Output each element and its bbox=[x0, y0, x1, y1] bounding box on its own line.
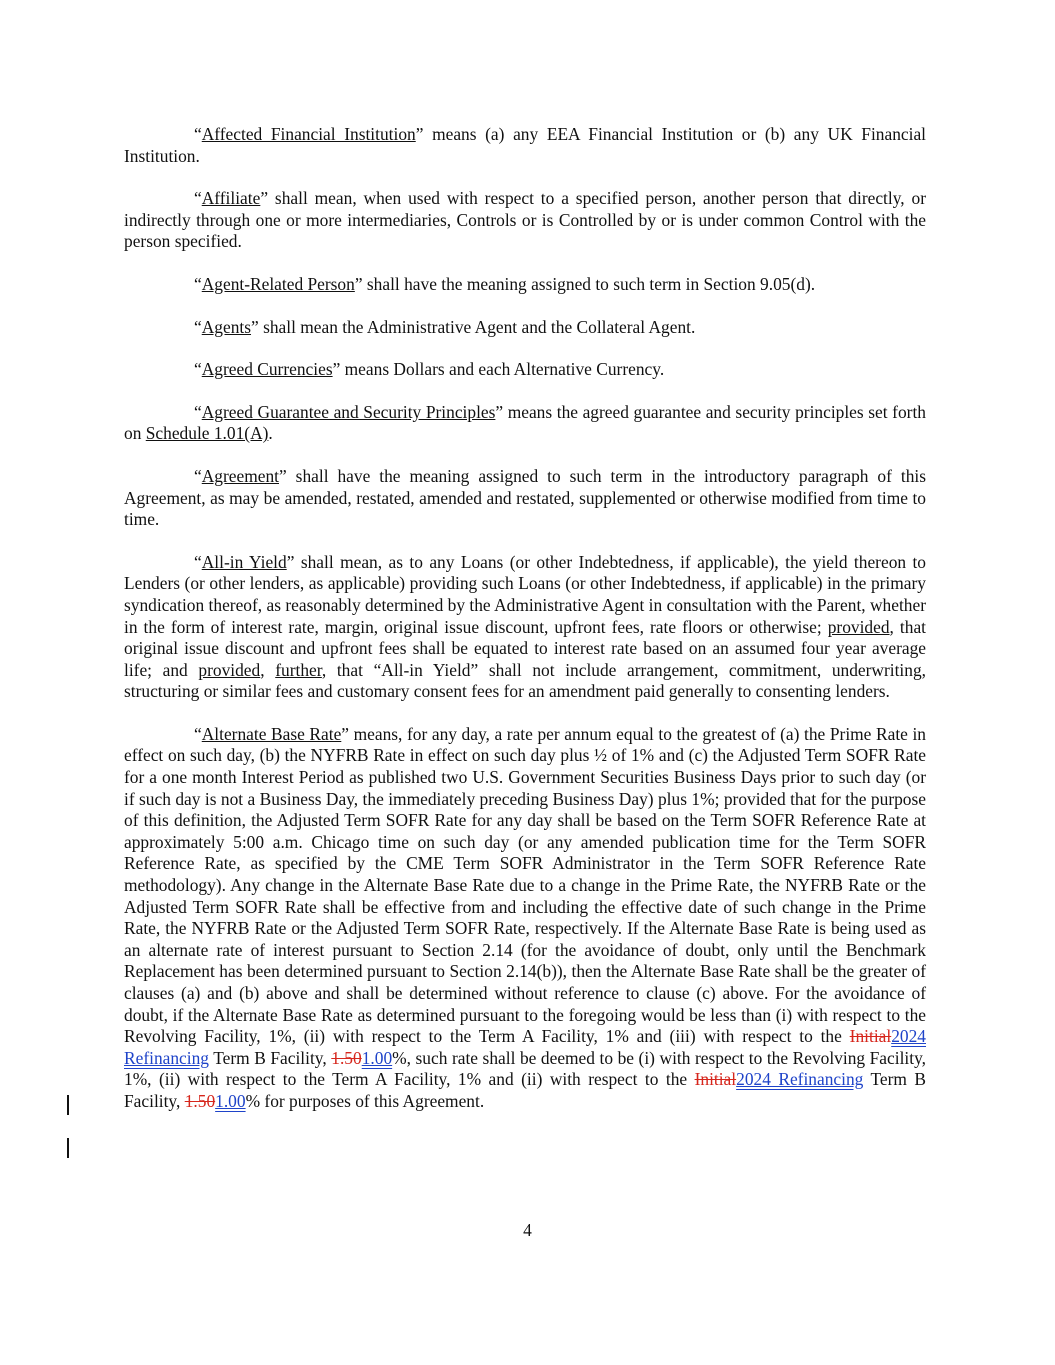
paragraph-text: “ bbox=[194, 551, 202, 572]
defined-term: Schedule 1.01(A) bbox=[145, 423, 269, 444]
inserted-text: 1.00 bbox=[361, 1047, 393, 1068]
definition-paragraph bbox=[124, 188, 926, 253]
paragraph-text: ” shall have the meaning assigned to such term in the introductory paragraph of this Agreement, as may be amended, restated, amended and restated, supplemented or otherwise modified from time to time. bbox=[124, 465, 926, 530]
defined-term: Agreed Currencies bbox=[201, 359, 333, 380]
paragraph-text: “ bbox=[194, 273, 202, 294]
paragraph-text: ” means, for any day, a rate per annum equal to the greatest of (a) the Prime Rate in effect on such day, (b) the NYFRB Rate in effect on such day plus ½ of 1% and (c) the Adjusted Term SOFR Rate for a one month Interest Period as published two U.S. Government Securities Business Days prior to such day (or if such day is not a Business Day, the immediately preceding Business Day) plus 1%; provided that for the purpose of this definition, the Adjusted Term SOFR Rate for any day shall be based on the Term SOFR Reference Rate at approximately 5:00 a.m. Chicago time on such day (or any amended publication time for the Term SOFR Reference Rate, as specified by the CME Term SOFR Administrator in the Term SOFR Reference Rate methodology). Any change in the Alternate Base Rate due to a change in the Prime Rate, the NYFRB Rate or the Adjusted Term SOFR Rate shall be effective from and including the effective date of such change in the Prime Rate, the NYFRB Rate or the Adjusted Term SOFR Rate, respectively. If the Alternate Base Rate is being used as an alternate rate of interest pursuant to Section 2.14 (for the avoidance of doubt, only until the Benchmark Replacement has been determined pursuant to Section 2.14(b)), then the Alternate Base Rate shall be the greater of clauses (a) and (b) above and shall be determined without reference to clause (c) above. For the avoidance of doubt, if the Alternate Base Rate as determined pursuant to the foregoing would be less than (i) with respect to the Revolving Facility, 1%, (ii) with respect to the Term A Facility, 1% and (iii) with respect to the bbox=[124, 723, 926, 1047]
defined-term: Affected Financial Institution bbox=[201, 124, 416, 144]
paragraph-text: Term B Facility, bbox=[124, 1069, 926, 1111]
definition-paragraph bbox=[124, 317, 926, 339]
paragraph-text: , that “All-in Yield” shall not include arrangement, commitment, underwriting, structuring or similar fees and customary consent fees for an amendment paid generally to consenting lenders. bbox=[124, 659, 927, 702]
paragraph-text: Term B Facility, bbox=[209, 1047, 332, 1068]
change-bar bbox=[67, 1138, 69, 1158]
paragraph-text: “ bbox=[194, 316, 202, 337]
defined-term: Agents bbox=[201, 316, 252, 337]
paragraph-text: “ bbox=[194, 723, 202, 744]
paragraph-text: ” means the agreed guarantee and security principles set forth on bbox=[124, 401, 926, 444]
paragraph-text: , bbox=[260, 659, 276, 680]
definition-paragraph bbox=[124, 402, 926, 445]
paragraph-text: ” shall have the meaning assigned to such term in Section 9.05(d). bbox=[354, 273, 816, 294]
document-page-body bbox=[124, 124, 926, 1134]
defined-term: Agreement bbox=[201, 465, 279, 486]
change-bar bbox=[67, 1095, 69, 1115]
definition-paragraph bbox=[124, 124, 926, 167]
paragraph-text: “ bbox=[194, 401, 202, 422]
paragraph-text: “ bbox=[194, 188, 202, 209]
paragraph-text: “ bbox=[194, 359, 202, 380]
paragraph-text: % for purposes of this Agreement. bbox=[245, 1090, 485, 1111]
paragraph-text: , that original issue discount and upfront fees shall be equated to interest rate based on an assumed four year average life; and bbox=[124, 616, 927, 680]
inserted-text: 2024 Refinancing bbox=[736, 1069, 864, 1090]
definition-paragraph bbox=[124, 274, 926, 296]
paragraph-text: ” means Dollars and each Alternative Currency. bbox=[332, 359, 665, 380]
deleted-text: Initial bbox=[694, 1069, 737, 1090]
definition-paragraph bbox=[124, 724, 926, 1113]
defined-term: Agent-Related Person bbox=[201, 273, 355, 294]
paragraph-text: ” shall mean the Administrative Agent and the Collateral Agent. bbox=[251, 316, 696, 337]
paragraph-text: “ bbox=[194, 465, 202, 486]
definition-paragraph bbox=[124, 359, 926, 381]
paragraph-text: ” shall mean, when used with respect to a specified person, another person that directly, or indirectly through one or more intermediaries, Controls or is Controlled by or is under common Control with the person specified. bbox=[124, 188, 926, 252]
inserted-text: 1.00 bbox=[215, 1090, 246, 1111]
definition-paragraph bbox=[124, 466, 926, 531]
defined-term: provided bbox=[827, 616, 890, 637]
paragraph-text: . bbox=[268, 423, 273, 444]
deleted-text: 1.50 bbox=[184, 1090, 216, 1111]
page-number: 4 bbox=[523, 1220, 532, 1240]
defined-term: further bbox=[275, 659, 322, 680]
defined-term: Agreed Guarantee and Security Principles bbox=[201, 401, 496, 422]
defined-term: provided bbox=[198, 659, 261, 680]
deleted-text: Initial bbox=[849, 1026, 892, 1047]
paragraph-text: ” means (a) any EEA Financial Institution or (b) any UK Financial Institution. bbox=[124, 124, 926, 166]
definition-paragraph bbox=[124, 552, 926, 703]
inserted-text: 2024 Refinancing bbox=[124, 1026, 926, 1068]
defined-term: Affiliate bbox=[201, 188, 261, 209]
defined-term: Alternate Base Rate bbox=[201, 723, 342, 744]
paragraph-text: %, such rate shall be deemed to be (i) with respect to the Revolving Facility, 1%, (ii) with respect to the Term A Facility, 1% and (ii) with respect to the bbox=[124, 1047, 926, 1090]
defined-term: All-in Yield bbox=[201, 551, 287, 572]
deleted-text: 1.50 bbox=[331, 1047, 362, 1068]
paragraph-text: ” shall mean, as to any Loans (or other Indebtedness, if applicable), the yield thereon to Lenders (or other lenders, as applicable) providing such Loans (or other Indebtedness, if applicable) in the primary syndication thereof, as reasonably determined by the Administrative Agent in consultation with the Parent, whether in the form of interest rate, margin, original issue discount, upfront fees, rate floors or otherwise; bbox=[124, 551, 927, 637]
paragraph-text: “ bbox=[194, 124, 202, 144]
